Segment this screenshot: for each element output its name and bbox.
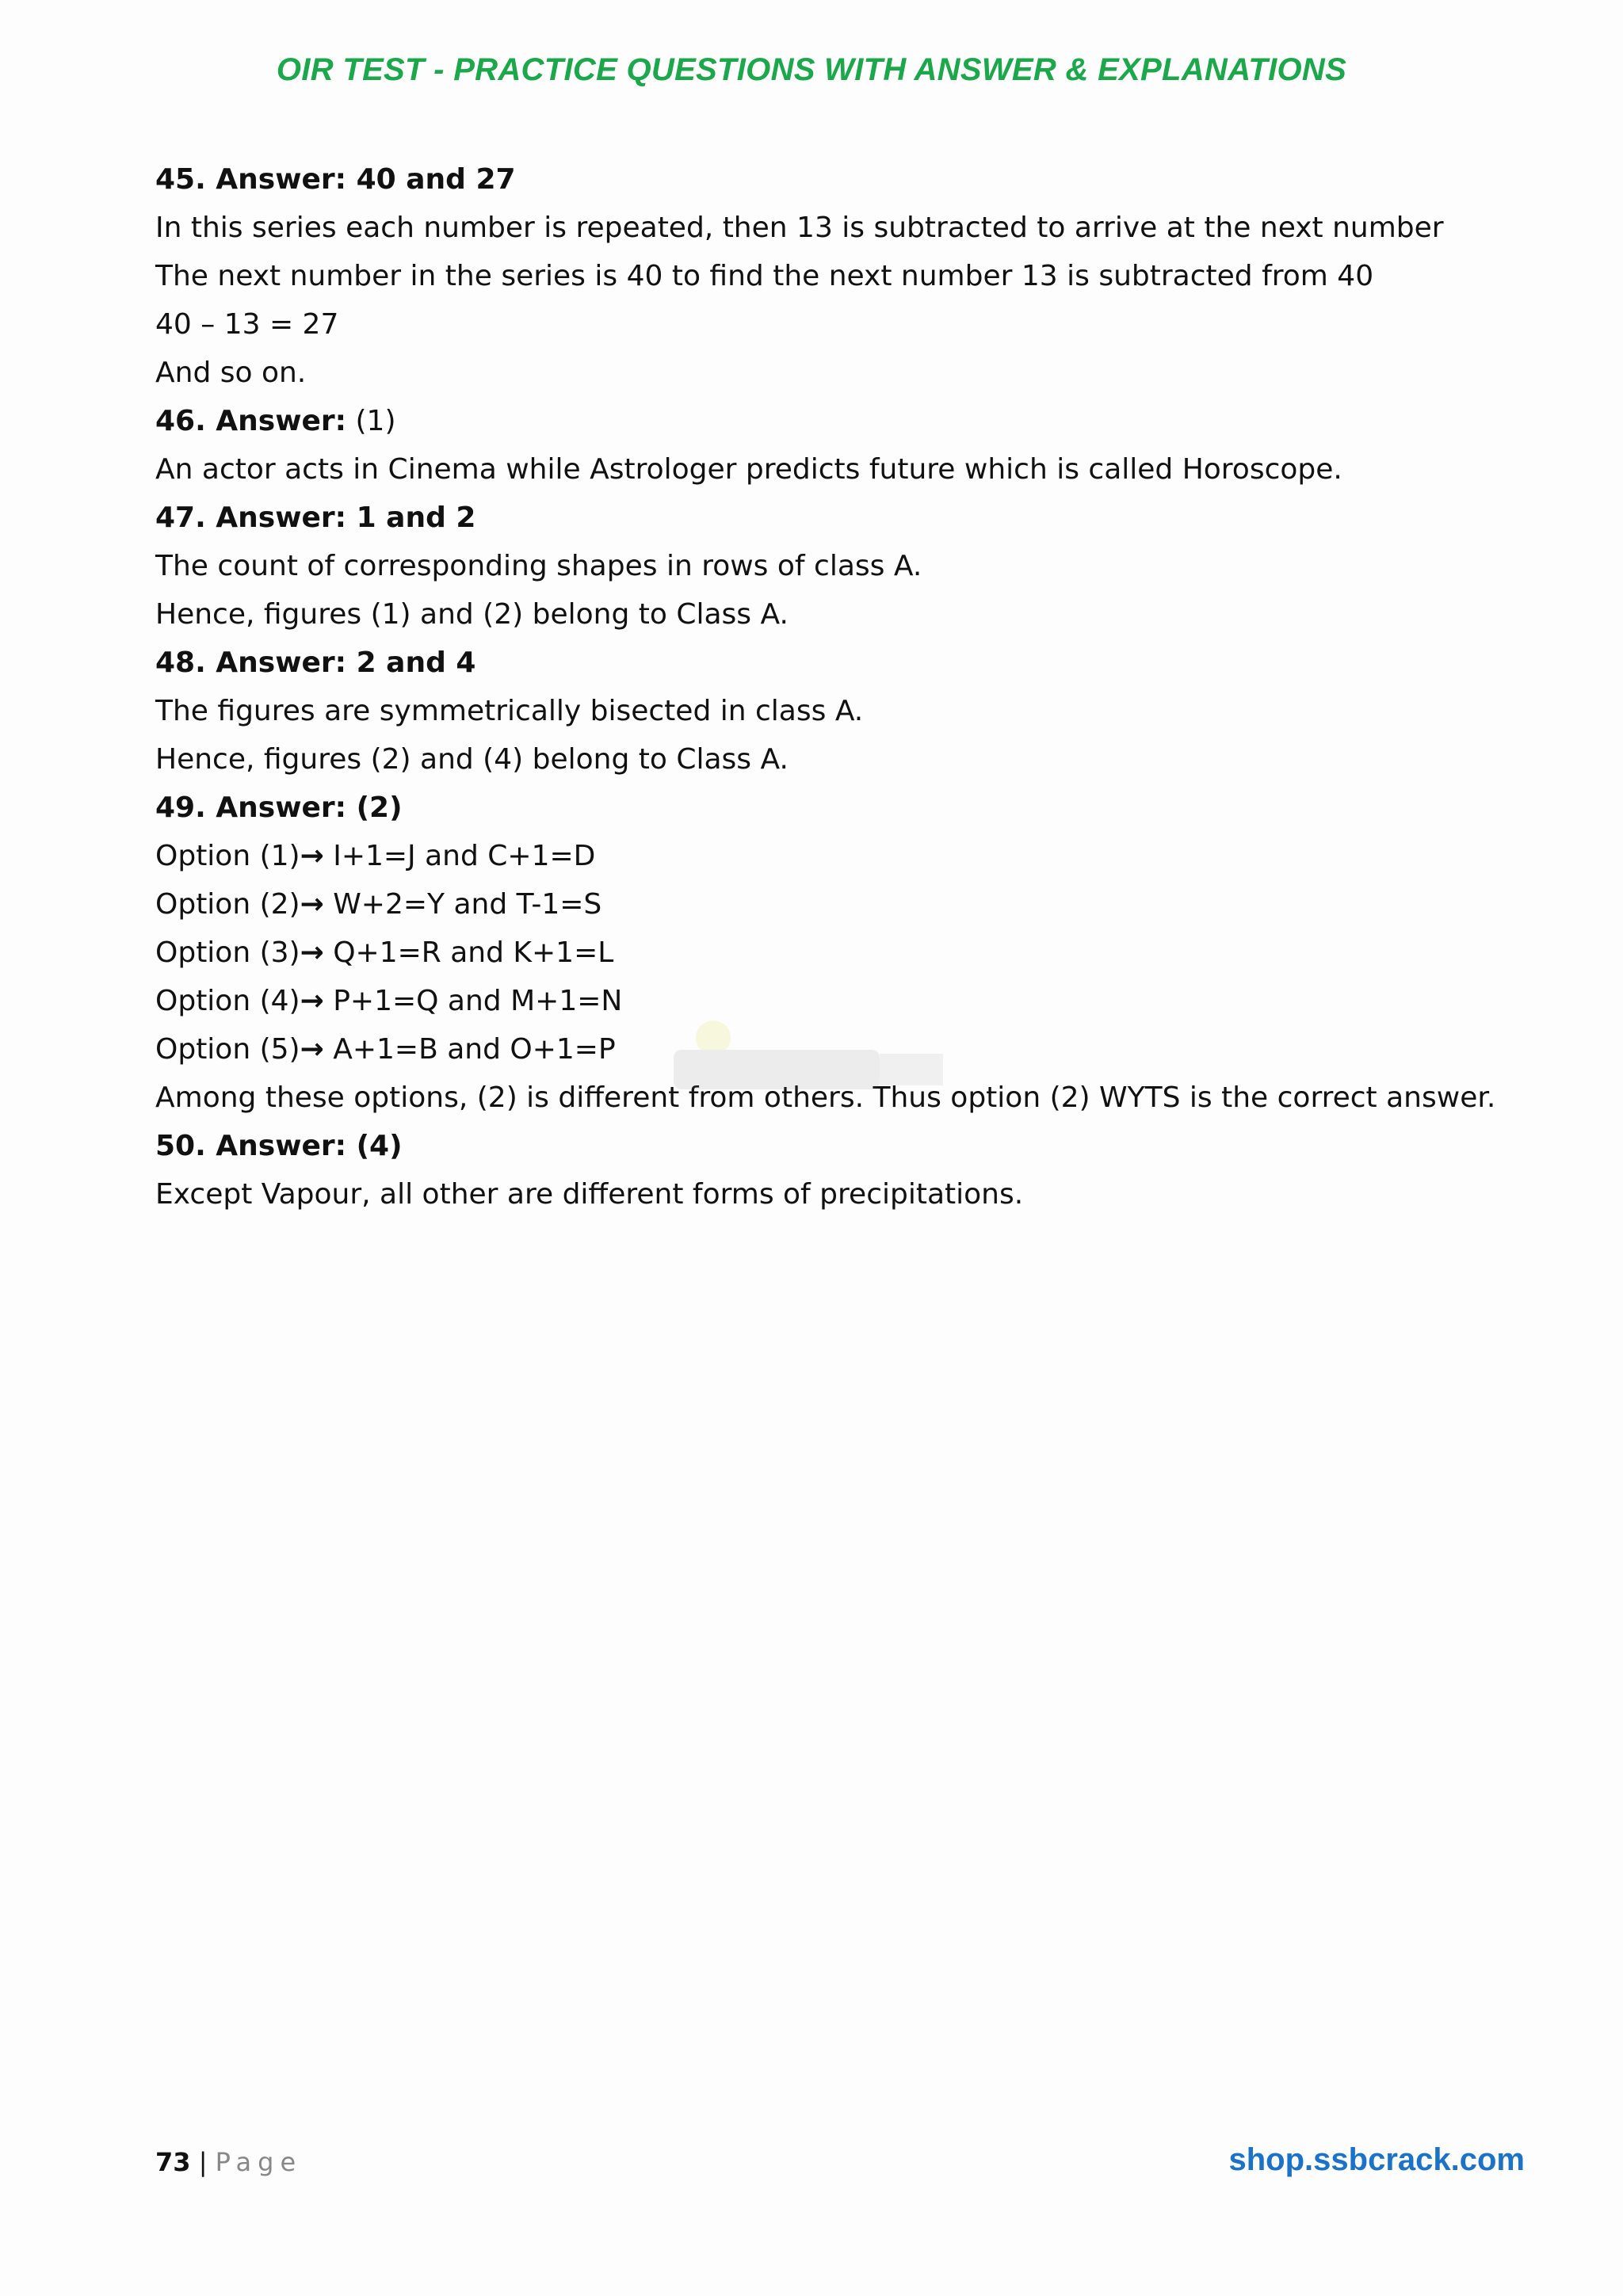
option-label: Option (1) <box>155 840 300 872</box>
arrow-right-icon: → <box>300 936 324 969</box>
answer-47-line-2: Hence, figures (1) and (2) belong to Class A. <box>155 598 789 631</box>
answer-45-line-1: In this series each number is repeated, then 13 is subtracted to arrive at the next number <box>155 212 1444 244</box>
answer-45-heading: 45. Answer: 40 and 27 <box>155 163 516 196</box>
answer-47-line-1: The count of corresponding shapes in rows of class A. <box>155 550 922 582</box>
arrow-right-icon: → <box>300 840 324 872</box>
option-label: Option (4) <box>155 985 300 1017</box>
answer-46-heading: 46. Answer: <box>155 405 347 437</box>
watermark-logo <box>666 1006 951 1101</box>
answer-46-line-1: An actor acts in Cinema while Astrologer predicts future which is called Horoscope. <box>155 453 1342 486</box>
answer-50-line-1: Except Vapour, all other are different forms of precipitations. <box>155 1178 1024 1211</box>
answer-49-option-1 <box>155 832 1503 880</box>
option-label: Option (5) <box>155 1033 300 1066</box>
page-separator: | <box>190 2147 216 2177</box>
answer-49-option-3 <box>155 929 1503 977</box>
answer-49-option-2 <box>155 880 1503 929</box>
option-text: W+2=Y and T-1=S <box>323 888 602 921</box>
answer-48-heading: 48. Answer: 2 and 4 <box>155 646 476 679</box>
answer-49-heading: 49. Answer: (2) <box>155 791 403 824</box>
option-label: Option (2) <box>155 888 300 921</box>
answer-50-heading: 50. Answer: (4) <box>155 1130 403 1162</box>
arrow-right-icon: → <box>300 888 324 921</box>
answer-46-value: (1) <box>346 405 396 437</box>
page-number: 73 <box>155 2147 191 2177</box>
answer-49-conclusion: Among these options, (2) is different from others. Thus option (2) WYTS is the correct answer. <box>155 1081 1496 1114</box>
answer-46-heading-row <box>155 397 1503 445</box>
page-footer-number <box>155 2147 302 2177</box>
option-text: A+1=B and O+1=P <box>323 1033 616 1066</box>
option-text: I+1=J and C+1=D <box>323 840 596 872</box>
page-label: Page <box>215 2147 303 2177</box>
option-label: Option (3) <box>155 936 300 969</box>
option-text: Q+1=R and K+1=L <box>323 936 614 969</box>
answer-45-line-3: 40 – 13 = 27 <box>155 308 339 341</box>
answer-48-line-1: The figures are symmetrically bisected in class A. <box>155 695 864 727</box>
option-text: P+1=Q and M+1=N <box>323 985 623 1017</box>
footer-website-link[interactable]: shop.ssbcrack.com <box>1228 2142 1525 2177</box>
arrow-right-icon: → <box>300 985 324 1017</box>
answer-45-line-4: And so on. <box>155 357 307 389</box>
answer-47-heading: 47. Answer: 1 and 2 <box>155 502 476 534</box>
watermark-logo-icon <box>666 1006 951 1101</box>
answer-48-line-2: Hence, figures (2) and (4) belong to Class A. <box>155 743 789 776</box>
document-header: OIR TEST - PRACTICE QUESTIONS WITH ANSWER & EXPLANATIONS <box>276 52 1347 87</box>
answer-45-line-2: The next number in the series is 40 to find the next number 13 is subtracted from 40 <box>155 260 1374 292</box>
arrow-right-icon: → <box>300 1033 324 1066</box>
